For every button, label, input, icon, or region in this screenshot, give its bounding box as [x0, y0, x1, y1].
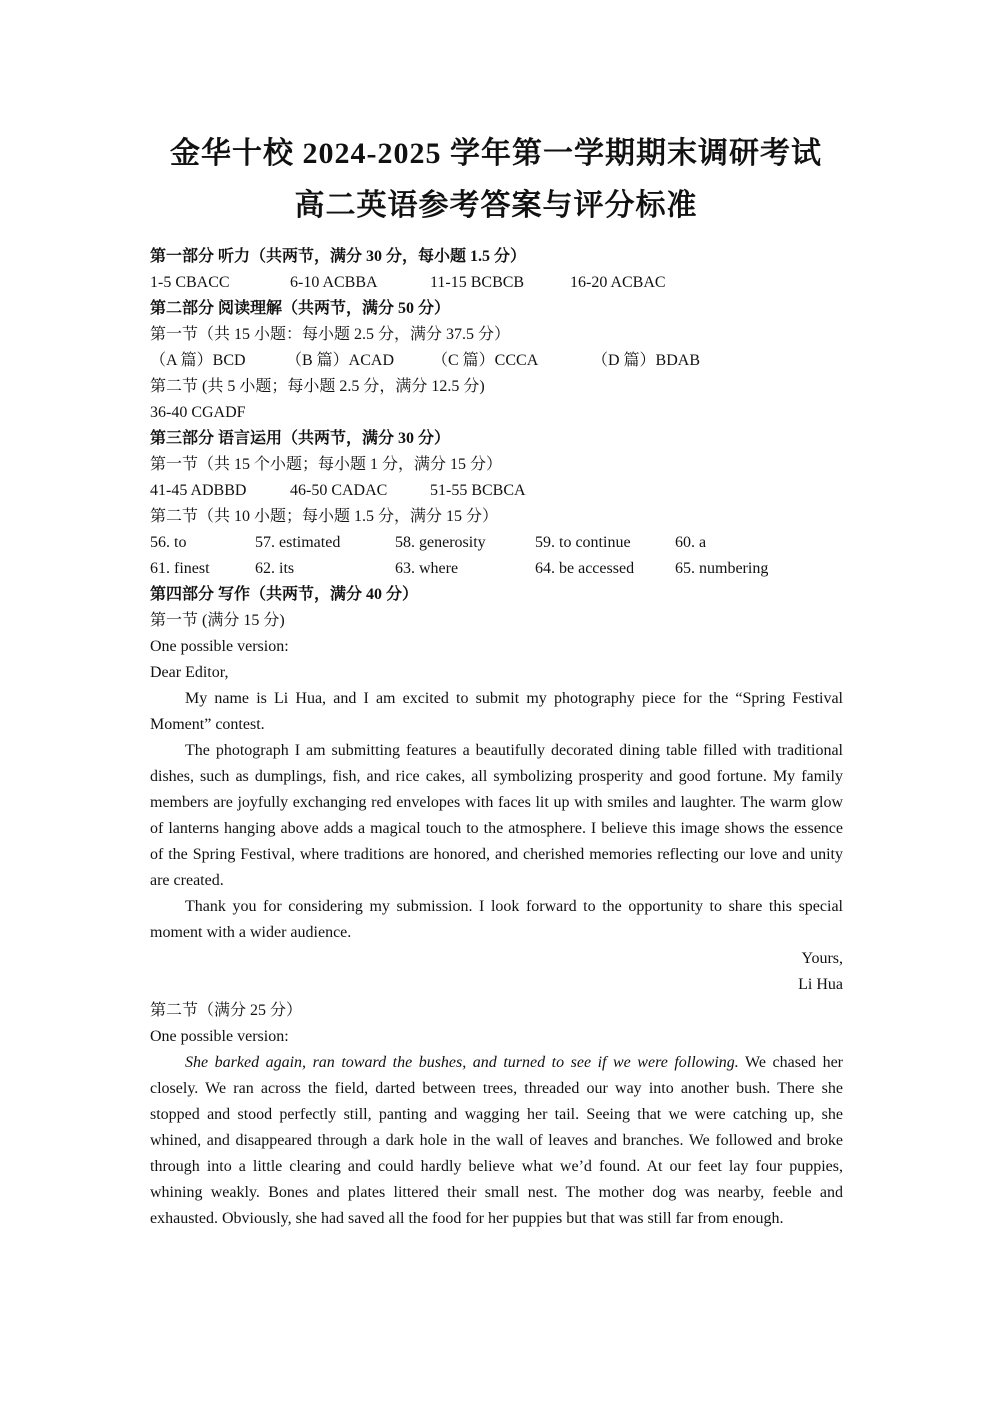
part3-section2: 第二节（共 10 小题；每小题 1.5 分，满分 15 分）: [150, 508, 499, 525]
answer-group: 46-50 CADAC: [290, 482, 388, 499]
answer-content: [150, 244, 843, 1232]
answer-item: 62. its: [255, 560, 295, 577]
answer-item: 64. be accessed: [535, 560, 635, 577]
answer-item: 65. numbering: [675, 560, 769, 577]
letter-paragraph-3: Thank you for considering my submission. I look forward to the opportunity to share this special moment with a wider audience.: [150, 898, 843, 941]
answer-item: 56. to: [150, 534, 187, 551]
answer-item: 57. estimated: [255, 534, 341, 551]
part2-section1-answers: [150, 348, 843, 374]
answer-item: 60. a: [675, 534, 707, 551]
answer-item: 58. generosity: [395, 534, 486, 551]
answer-group: 11-15 BCBCB: [430, 274, 525, 291]
story-opening-sentence: She barked again, ran toward the bushes, and turned to see if we were following.: [185, 1054, 739, 1071]
answer-group: 41-45 ADBBD: [150, 482, 247, 499]
story-paragraph: [150, 1050, 843, 1232]
answer-item: 63. where: [395, 560, 459, 577]
letter-closing: Yours,: [801, 950, 843, 967]
version-label: One possible version:: [150, 638, 289, 655]
page-title: 金华十校 2024-2025 学年第一学期期末调研考试: [170, 137, 822, 170]
letter-signature: Li Hua: [798, 976, 843, 993]
letter-paragraph-1: My name is Li Hua, and I am excited to submit my photography piece for the “Spring Festival Moment” contest.: [150, 690, 843, 733]
part4-section1: 第一节 (满分 15 分): [150, 612, 285, 629]
answer-group: 51-55 BCBCA: [430, 482, 526, 499]
part2-heading: 第二部分 阅读理解（共两节，满分 50 分）: [150, 300, 451, 317]
answer-item: 59. to continue: [535, 534, 631, 551]
part1-answers: [150, 270, 843, 296]
story-continuation: We chased her closely. We ran across the field, darted between trees, threaded our way into another bush. There she stopped and stood perfectly still, panting and wagging her tail. Seeing that we were catching up, she whined, and disappeared through a dark hole in the wall of leaves and branches. We followed and broke through into a little clearing and could hardly believe what we’d found. At our feet lay four puppies, whining weakly. Bones and plates littered their small nest. The mother dog was nearby, feeble and exhausted. Obviously, she had saved all the food for her puppies but that was still far from enough.: [150, 1054, 844, 1227]
part2-section1: 第一节（共 15 小题：每小题 2.5 分，满分 37.5 分）: [150, 326, 511, 343]
answer-group: 1-5 CBACC: [150, 274, 230, 291]
version-label: One possible version:: [150, 1028, 289, 1045]
answer-group: （A 篇）BCD: [150, 352, 246, 369]
part3-section1: 第一节（共 15 个小题；每小题 1 分，满分 15 分）: [150, 456, 503, 473]
part4-heading: 第四部分 写作（共两节，满分 40 分）: [150, 586, 419, 603]
answer-group: （D 篇）BDAB: [592, 352, 701, 369]
answer-group: （B 篇）ACAD: [286, 352, 395, 369]
part3-section2-row1: [150, 530, 843, 556]
answer-item: 61. finest: [150, 560, 210, 577]
page-subtitle: 高二英语参考答案与评分标准: [294, 189, 698, 222]
answer-group: 6-10 ACBBA: [290, 274, 378, 291]
answer-group: 16-20 ACBAC: [570, 274, 666, 291]
part1-heading: 第一部分 听力（共两节，满分 30 分，每小题 1.5 分）: [150, 248, 527, 265]
letter-greeting: Dear Editor,: [150, 664, 229, 681]
part2-section2-answers: 36-40 CGADF: [150, 404, 246, 421]
part4-section2: 第二节（满分 25 分）: [150, 1002, 303, 1019]
answer-group: （C 篇）CCCA: [432, 352, 539, 369]
part2-section2: 第二节 (共 5 小题；每小题 2.5 分，满分 12.5 分): [150, 378, 485, 395]
part3-section1-answers: [150, 478, 843, 504]
part3-section2-row2: [150, 556, 843, 582]
letter-paragraph-2: The photograph I am submitting features a beautifully decorated dining table filled with traditional dishes, such as dumplings, fish, and rice cakes, all symbolizing prosperity and good fortune. My family members are joyfully exchanging red envelopes with faces lit up with smiles and laughter. The warm glow of lanterns hanging above adds a magical touch to the atmosphere. I believe this image shows the essence of the Spring Festival, where traditions are honored, and cherished memories reflecting our love and unity are created.: [150, 742, 843, 889]
part3-heading: 第三部分 语言运用（共两节，满分 30 分）: [150, 430, 451, 447]
